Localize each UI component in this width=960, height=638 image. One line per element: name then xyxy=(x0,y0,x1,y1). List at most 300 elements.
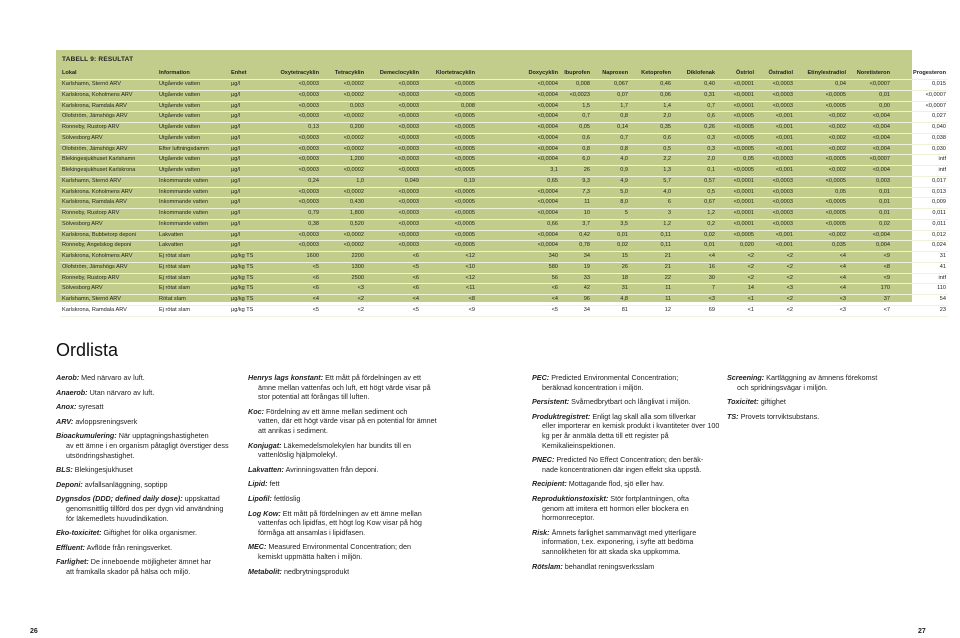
table-cell: Ronneby, Rustorp ARV xyxy=(60,123,157,134)
column-header: Naproxen xyxy=(592,68,630,80)
glossary-definition: Fördelning av ett ämne mellan sediment och xyxy=(265,406,408,416)
glossary-entry xyxy=(532,412,722,450)
column-header: Klortetracyklin xyxy=(421,68,477,80)
table-cell: 7,3 xyxy=(560,187,592,198)
glossary-definition: giftighet xyxy=(760,397,786,407)
table-cell: Efter luftningsdamm xyxy=(157,144,229,155)
table-cell: <0,0003 xyxy=(366,123,421,134)
table-cell: µg/l xyxy=(229,166,266,177)
table-cell: Ronneby, Angelskog deponi xyxy=(60,241,157,252)
table-cell: µg/l xyxy=(229,219,266,230)
table-cell: <3 xyxy=(673,295,717,306)
table-cell: 21 xyxy=(630,262,673,273)
table-cell: 4,0 xyxy=(592,155,630,166)
glossary-definition: Svårnedbrytbart och långlivat i miljön. xyxy=(571,397,691,407)
table-cell: 4,0 xyxy=(630,187,673,198)
table-cell: <0,0002 xyxy=(321,133,366,144)
table-cell: <0,0005 xyxy=(421,155,477,166)
glossary-entry xyxy=(532,455,722,474)
column-header: Enhet xyxy=(229,68,266,80)
table-cell: <4 xyxy=(477,295,560,306)
table-cell: <0,0003 xyxy=(366,155,421,166)
table-cell: <0,0003 xyxy=(756,219,795,230)
table-cell: 0,049 xyxy=(366,176,421,187)
table-row xyxy=(60,305,948,316)
glossary-definition: syresatt xyxy=(78,402,104,412)
table-cell: <0,0005 xyxy=(795,219,848,230)
table-cell: µg/l xyxy=(229,209,266,220)
table-row xyxy=(60,198,948,209)
table-cell: <4 xyxy=(673,252,717,263)
glossary-term: Bioackumulering: xyxy=(56,431,117,441)
table-row xyxy=(60,123,948,134)
table-cell: 6,0 xyxy=(560,155,592,166)
table-cell: <0,0005 xyxy=(421,209,477,220)
table-row xyxy=(60,144,948,155)
table-cell: <0,002 xyxy=(795,166,848,177)
table-cell: <0,0005 xyxy=(421,90,477,101)
glossary-definition: Mottagande flod, sjö eller hav. xyxy=(568,479,665,489)
table-cell: 0,5 xyxy=(673,187,717,198)
table-cell: 0,01 xyxy=(592,230,630,241)
table-cell: <0,0003 xyxy=(756,209,795,220)
table-cell: 0,8 xyxy=(592,144,630,155)
table-cell: <0,0004 xyxy=(477,144,560,155)
table-cell: <4 xyxy=(795,284,848,295)
table-cell: <5 xyxy=(266,262,321,273)
table-cell: <0,0003 xyxy=(266,90,321,101)
table-cell: <6 xyxy=(366,273,421,284)
glossary-definition: Measured Environmental Concentration; den xyxy=(268,542,412,552)
table-cell: 1,2 xyxy=(673,209,717,220)
table-cell: 11 xyxy=(630,295,673,306)
table-cell: Ej rötat slam xyxy=(157,273,229,284)
table-cell: <0,0005 xyxy=(421,80,477,91)
glossary-column-2 xyxy=(248,373,438,581)
table-cell: <0,0001 xyxy=(717,80,756,91)
glossary-definition: Enligt lag skall alla som tillverkar xyxy=(592,411,696,421)
glossary-definition: avloppsreningsverk xyxy=(75,416,138,426)
table-cell: <0,0007 xyxy=(848,80,892,91)
table-cell: 0,3 xyxy=(673,133,717,144)
glossary-definition-continued: nade koncentrationen där ingen effekt ska uppstå. xyxy=(542,464,702,474)
table-cell: 3,7 xyxy=(560,219,592,230)
table-cell: Ej rötat slam xyxy=(157,284,229,295)
table-header-row xyxy=(60,68,948,80)
table-cell: <0,001 xyxy=(756,241,795,252)
table-cell: <0,004 xyxy=(848,123,892,134)
glossary-term: Konjugat: xyxy=(248,440,282,450)
table-cell: <1 xyxy=(717,305,756,316)
table-cell: 4,9 xyxy=(592,176,630,187)
table-cell: <0,0002 xyxy=(321,187,366,198)
table-cell: <3 xyxy=(795,295,848,306)
table-cell: <0,0003 xyxy=(366,241,421,252)
table-cell: 0,6 xyxy=(630,133,673,144)
table-cell: <0,0003 xyxy=(756,155,795,166)
table-cell: µg/kg TS xyxy=(229,284,266,295)
column-header: Ketoprofen xyxy=(630,68,673,80)
glossary-entry xyxy=(56,494,232,523)
table-cell: <11 xyxy=(421,284,477,295)
table-cell: 0,040 xyxy=(892,123,948,134)
table-cell: Utgående vatten xyxy=(157,101,229,112)
table-cell: <0,0005 xyxy=(717,123,756,134)
table-cell: <0,0004 xyxy=(477,241,560,252)
table-cell: <0,0001 xyxy=(717,176,756,187)
table-cell: <0,0003 xyxy=(366,198,421,209)
table-cell: <3 xyxy=(795,305,848,316)
table-cell: 0,14 xyxy=(592,123,630,134)
glossary-entry xyxy=(532,528,722,557)
table-cell: <5 xyxy=(366,305,421,316)
table-cell: <0,001 xyxy=(756,144,795,155)
page-number-left: 26 xyxy=(30,628,38,635)
table-cell: <0,002 xyxy=(795,230,848,241)
table-cell: <0,0003 xyxy=(266,112,321,123)
glossary-term: Farlighet: xyxy=(56,557,89,567)
table-cell: 0,9 xyxy=(592,166,630,177)
table-cell: 1,800 xyxy=(321,209,366,220)
glossary-entry xyxy=(248,373,438,402)
table-cell: µg/l xyxy=(229,112,266,123)
table-cell: 0,017 xyxy=(892,176,948,187)
glossary-entry xyxy=(56,528,232,538)
glossary-column-4 xyxy=(727,373,917,426)
glossary-entry xyxy=(248,465,438,475)
table-cell: <0,0005 xyxy=(421,198,477,209)
table-cell: <0,0005 xyxy=(421,112,477,123)
table-cell: <4 xyxy=(795,273,848,284)
table-cell: 14 xyxy=(717,284,756,295)
table-cell: 30 xyxy=(673,273,717,284)
column-header: Ibuprofen xyxy=(560,68,592,80)
glossary-definition: uppskattad xyxy=(184,494,220,504)
table-cell: 0,19 xyxy=(421,176,477,187)
table-cell: <2 xyxy=(321,305,366,316)
table-cell: <0,0002 xyxy=(321,144,366,155)
table-cell: <2 xyxy=(321,295,366,306)
table-cell: Blekingesjukhuset Karlshamn xyxy=(60,155,157,166)
glossary-term: Dygnsdos (DDD; defined daily dose): xyxy=(56,494,183,504)
table-cell: <0,001 xyxy=(756,166,795,177)
column-header: Östradiol xyxy=(756,68,795,80)
table-cell: <0,0003 xyxy=(366,230,421,241)
table-cell: <0,004 xyxy=(848,230,892,241)
table-cell: 1,7 xyxy=(592,101,630,112)
table-cell: <6 xyxy=(266,273,321,284)
glossary-entry xyxy=(248,542,438,561)
table-cell: intf xyxy=(892,166,948,177)
table-cell: 0,003 xyxy=(848,176,892,187)
table-cell: 0,01 xyxy=(848,187,892,198)
table-cell: <0,0003 xyxy=(366,80,421,91)
glossary-term: Risk: xyxy=(532,527,550,537)
table-cell: Ej rötat slam xyxy=(157,252,229,263)
glossary-definition-continued: kemiskt uppmätta halten i miljön. xyxy=(258,551,363,561)
table-cell: <0,0003 xyxy=(366,166,421,177)
table-cell: <0,0003 xyxy=(266,241,321,252)
results-table xyxy=(60,68,948,317)
glossary-term: Log Kow: xyxy=(248,508,281,518)
table-cell: 0,8 xyxy=(592,112,630,123)
table-cell: 0,66 xyxy=(477,219,560,230)
table-cell: 0,035 xyxy=(795,241,848,252)
table-cell: <4 xyxy=(795,252,848,263)
glossary-definition-continued: vattenlöslig hjälpmolekyl. xyxy=(258,450,338,460)
table-cell: <0,0004 xyxy=(477,209,560,220)
table-cell: <0,002 xyxy=(795,133,848,144)
table-body xyxy=(60,80,948,317)
table-cell: 0,04 xyxy=(795,80,848,91)
table-cell: 0,02 xyxy=(673,230,717,241)
table-cell: 0,7 xyxy=(592,133,630,144)
table-cell: 0,015 xyxy=(892,80,948,91)
glossary-term: Rötslam: xyxy=(532,561,563,571)
glossary-definition: Avrinningsvatten från deponi. xyxy=(285,464,379,474)
column-header: Etinylestradiol xyxy=(795,68,848,80)
table-cell: Utgående vatten xyxy=(157,80,229,91)
table-cell: <8 xyxy=(421,295,477,306)
table-cell: 69 xyxy=(673,305,717,316)
table-cell: 1,4 xyxy=(630,101,673,112)
table-cell: 110 xyxy=(892,284,948,295)
glossary-entry xyxy=(56,388,232,398)
table-cell: <0,0005 xyxy=(717,144,756,155)
table-cell: 0,01 xyxy=(848,209,892,220)
glossary-column-3 xyxy=(532,373,722,576)
table-cell: <0,0005 xyxy=(421,133,477,144)
table-cell: 0,008 xyxy=(421,101,477,112)
glossary-entry xyxy=(56,480,232,490)
table-cell: Karlskrona, Bubbetorp deponi xyxy=(60,230,157,241)
table-cell: <0,0001 xyxy=(717,101,756,112)
table-cell: <0,0001 xyxy=(717,209,756,220)
table-cell: 34 xyxy=(560,252,592,263)
column-header: Lokal xyxy=(60,68,157,80)
table-cell: <0,0005 xyxy=(717,133,756,144)
glossary-column-1 xyxy=(56,373,232,582)
glossary-entry xyxy=(56,417,232,427)
table-cell: <5 xyxy=(366,262,421,273)
table-cell: 0,11 xyxy=(630,230,673,241)
column-header: Demeclocyklin xyxy=(366,68,421,80)
table-cell: <0,004 xyxy=(848,133,892,144)
glossary-term: Lipofil: xyxy=(248,493,272,503)
table-cell: <0,0001 xyxy=(717,219,756,230)
glossary-entry xyxy=(56,373,232,383)
glossary-term: Recipient: xyxy=(532,479,567,489)
table-cell: 0,7 xyxy=(673,101,717,112)
glossary-definition: Predicted No Effect Concentration; den beräk- xyxy=(556,455,704,465)
table-cell: <0,0005 xyxy=(717,230,756,241)
table-cell: 2500 xyxy=(321,273,366,284)
glossary-term: Produktregistret: xyxy=(532,411,591,421)
table-row xyxy=(60,155,948,166)
glossary-definition: Ett mått på fördelningen av ett xyxy=(325,373,421,382)
table-cell: 1,3 xyxy=(630,166,673,177)
table-cell: 0,05 xyxy=(560,123,592,134)
table-cell: 12 xyxy=(630,305,673,316)
glossary-term: Toxicitet: xyxy=(727,397,759,407)
glossary-entry xyxy=(56,543,232,553)
table-cell: 21 xyxy=(630,252,673,263)
table-cell: <0,0001 xyxy=(717,187,756,198)
table-cell: 0,012 xyxy=(892,230,948,241)
table-cell: <2 xyxy=(756,262,795,273)
table-cell: µg/kg TS xyxy=(229,273,266,284)
table-cell: <2 xyxy=(756,305,795,316)
table-cell: 0,01 xyxy=(848,198,892,209)
table-cell: <2 xyxy=(717,252,756,263)
table-cell: <0,0001 xyxy=(717,198,756,209)
table-cell: 0,3 xyxy=(673,144,717,155)
table-cell: <0,0005 xyxy=(795,101,848,112)
table-cell: <0,0004 xyxy=(477,198,560,209)
table-cell: <0,0005 xyxy=(717,166,756,177)
table-row xyxy=(60,176,948,187)
glossary-entry xyxy=(248,494,438,504)
table-cell: 0,6 xyxy=(560,133,592,144)
table-row xyxy=(60,262,948,273)
table-row xyxy=(60,295,948,306)
glossary-definition: Stör fortplantningen, ofta xyxy=(610,493,689,503)
table-cell: 3 xyxy=(630,209,673,220)
table-cell: 0,07 xyxy=(592,90,630,101)
table-cell: µg/kg TS xyxy=(229,262,266,273)
table-cell: 0,020 xyxy=(717,241,756,252)
table-cell: <0,0005 xyxy=(795,209,848,220)
glossary-term: PEC: xyxy=(532,373,550,382)
table-cell: µg/l xyxy=(229,155,266,166)
table-cell: 0,67 xyxy=(673,198,717,209)
glossary-entry xyxy=(532,373,722,392)
table-cell: <0,0005 xyxy=(717,112,756,123)
glossary-entry xyxy=(56,465,232,475)
table-cell: Karlskrona. Koholmens ARV xyxy=(60,187,157,198)
table-cell: <0,0003 xyxy=(266,166,321,177)
table-cell: <0,0003 xyxy=(266,187,321,198)
glossary-definition-continued: av ett ämne i en organism påtagligt överstiger dess utsöndringshastighet. xyxy=(66,440,229,460)
table-cell: 4,8 xyxy=(592,295,630,306)
table-cell: <6 xyxy=(366,284,421,295)
table-cell: 9,3 xyxy=(560,176,592,187)
table-cell: <0,004 xyxy=(848,112,892,123)
table-cell: 26 xyxy=(560,166,592,177)
table-cell: Karlshamn, Sternö ARV xyxy=(60,295,157,306)
table-row xyxy=(60,209,948,220)
glossary-definition: avfallsanläggning, soptipp xyxy=(84,479,168,489)
column-header: Progesteron xyxy=(892,68,948,80)
glossary-entry xyxy=(56,557,232,576)
table-cell: <0,0003 xyxy=(756,90,795,101)
table-cell: 5 xyxy=(592,209,630,220)
table-cell: <0,001 xyxy=(756,230,795,241)
table-cell: 0,26 xyxy=(673,123,717,134)
table-row xyxy=(60,187,948,198)
table-cell: <0,0004 xyxy=(477,155,560,166)
table-cell: <0,0003 xyxy=(756,101,795,112)
table-cell: µg/l xyxy=(229,230,266,241)
table-cell: <0,001 xyxy=(756,123,795,134)
glossary-definition: Predicted Environmental Concentration; xyxy=(551,373,679,382)
table-cell: <0,001 xyxy=(756,112,795,123)
table-cell: <0,004 xyxy=(848,166,892,177)
table-cell: <5 xyxy=(266,305,321,316)
table-cell: 3,5 xyxy=(592,219,630,230)
table-cell: <0,0004 xyxy=(477,80,560,91)
table-cell: 0,430 xyxy=(321,198,366,209)
table-cell: <6 xyxy=(266,284,321,295)
table-cell: 1,2 xyxy=(630,219,673,230)
table-cell: 81 xyxy=(592,305,630,316)
table-cell: <0,0001 xyxy=(717,90,756,101)
table-cell: 0,31 xyxy=(673,90,717,101)
glossary-term: Eko-toxicitet: xyxy=(56,528,102,538)
table-cell: Utgående vatten xyxy=(157,90,229,101)
table-cell: <0,0003 xyxy=(366,219,421,230)
table-cell: <0,002 xyxy=(795,123,848,134)
table-cell: 0,027 xyxy=(892,112,948,123)
glossary-definition: fettlöslig xyxy=(273,493,301,503)
glossary-term: Anaerob: xyxy=(56,387,88,397)
glossary-definition: Giftighet för olika organismer. xyxy=(103,528,198,538)
table-cell: 31 xyxy=(592,284,630,295)
table-cell: 2,2 xyxy=(630,155,673,166)
table-cell: 96 xyxy=(560,295,592,306)
column-header: Information xyxy=(157,68,229,80)
table-cell: 0,8 xyxy=(560,144,592,155)
table-cell: Karlshamn, Sternö ARV xyxy=(60,176,157,187)
column-header: Oxytetracyklin xyxy=(266,68,321,80)
column-header: Noretisteron xyxy=(848,68,892,80)
glossary-term: Reproduktionstoxiskt: xyxy=(532,493,609,503)
table-cell: <0,0003 xyxy=(266,144,321,155)
table-cell: <0,0004 xyxy=(477,133,560,144)
table-cell: 0,01 xyxy=(673,241,717,252)
table-cell: 0,38 xyxy=(266,219,321,230)
glossary-entry xyxy=(248,441,438,460)
table-cell: Olofström, Jämshögs ARV xyxy=(60,262,157,273)
table-cell: Utgående vatten xyxy=(157,133,229,144)
table-cell: Utgående vatten xyxy=(157,166,229,177)
table-cell: 18 xyxy=(592,273,630,284)
table-cell: 42 xyxy=(560,284,592,295)
table-cell: <0,0005 xyxy=(795,90,848,101)
glossary-heading: Ordlista xyxy=(56,340,119,360)
table-row xyxy=(60,284,948,295)
table-cell: <6 xyxy=(477,284,560,295)
table-cell: Rötat slam xyxy=(157,295,229,306)
table-cell: µg/l xyxy=(229,80,266,91)
glossary-term: Lakvatten: xyxy=(248,464,284,474)
table-cell: µg/l xyxy=(229,241,266,252)
glossary-definition: Provets torrviktsubstans. xyxy=(740,411,820,421)
table-cell: 15 xyxy=(592,252,630,263)
table-cell: <0,0004 xyxy=(477,187,560,198)
glossary-definition-continued: vattenfas och lipidfas, ett högt log Kow visar på hög förmåga att ansamlas i lipidfasen. xyxy=(258,518,422,537)
table-cell: 8,0 xyxy=(592,198,630,209)
glossary-term: TS: xyxy=(727,411,739,421)
table-cell: 0,011 xyxy=(892,219,948,230)
table-cell: <0,0003 xyxy=(366,209,421,220)
table-cell: <1 xyxy=(717,295,756,306)
table-row xyxy=(60,133,948,144)
table-cell: <0,002 xyxy=(795,144,848,155)
table-cell: <0,0005 xyxy=(421,230,477,241)
table-cell: µg/l xyxy=(229,187,266,198)
table-cell: <4 xyxy=(795,262,848,273)
